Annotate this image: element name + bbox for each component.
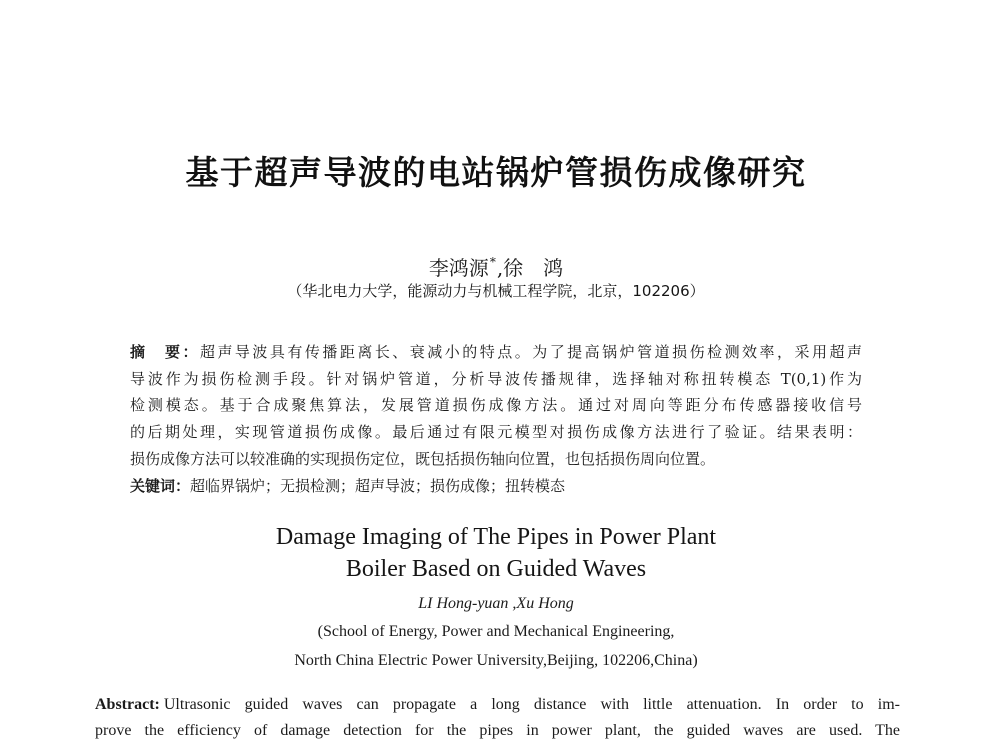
keywords-cn-text: 超临界锅炉；无损检测；超声导波；损伤成像；扭转模态	[190, 477, 566, 495]
title-en-line: Damage Imaging of The Pipes in Power Plant	[275, 524, 717, 550]
title-en-line: Boiler Based on Guided Waves	[345, 556, 647, 582]
abstract-cn-text: 超声导波具有传播距离长、衰减小的特点。为了提高锅炉管道损伤检测效率，采用超声	[199, 343, 862, 361]
abstract-cn-line: 检测模态。基于合成聚焦算法，发展管道损伤成像方法。通过对周向等距分布传感器接收信号	[130, 396, 862, 414]
author-1: 李鸿源	[428, 256, 489, 280]
authors-en: LI Hong-yuan ,Xu Hong	[418, 595, 574, 612]
abstract-cn-line: 损伤成像方法可以较准确的实现损伤定位，既包括损伤轴向位置，也包括损伤周向位置。	[130, 450, 716, 468]
author-separator: ,	[496, 256, 504, 280]
title-cn: 基于超声导波的电站锅炉管损伤成像研究	[185, 153, 807, 192]
keywords-cn	[130, 473, 862, 500]
abstract-cn-label: 摘 要：	[130, 343, 200, 361]
abstract-cn-line: 的后期处理，实现管道损伤成像。最后通过有限元模型对损伤成像方法进行了验证。结果表明：	[130, 423, 862, 441]
affiliation-en-line: North China Electric Power University,Beijing, 102206,China)	[294, 652, 698, 669]
affiliation-cn: （华北电力大学，能源动力与机械工程学院，北京，102206）	[287, 282, 705, 300]
abstract-cn-line: 导波作为损伤检测手段。针对锅炉管道，分析导波传播规律，选择轴对称扭转模态 T(0,1)作为	[130, 370, 862, 388]
abstract-en-label: Abstract:	[95, 696, 160, 713]
abstract-en-text: Ultrasonic guided waves can propagate a long distance with little attenuation. In order to im-	[163, 696, 900, 713]
keywords-cn-label: 关键词：	[130, 477, 191, 495]
abstract-en-line: prove the efficiency of damage detection for the pipes in power plant, the guided waves are used. The	[95, 722, 900, 739]
abstract-cn-line	[130, 339, 862, 366]
corresponding-author-mark: *	[489, 255, 496, 269]
author-2: 徐 鸿	[503, 256, 564, 280]
affiliation-en-line: (School of Energy, Power and Mechanical Engineering,	[317, 623, 675, 640]
abstract-en-line	[95, 693, 900, 717]
authors-cn	[0, 248, 992, 282]
